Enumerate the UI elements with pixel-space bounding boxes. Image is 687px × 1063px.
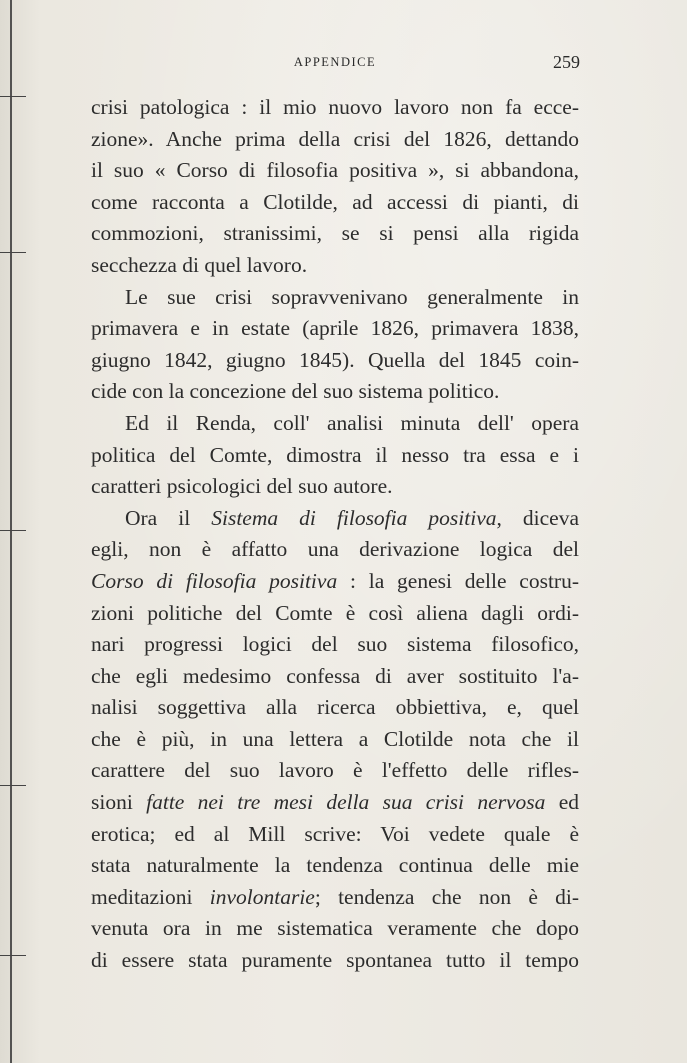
text-line: nalisi soggettiva alla ricerca obbiettiva, e, quel [91, 695, 579, 720]
text-line: cide con la concezione del suo sistema politico. [91, 379, 500, 404]
page-binding-edge [10, 0, 12, 1063]
text-line: giugno 1842, giugno 1845). Quella del 1845 coin- [91, 347, 579, 372]
text-line: secchezza di quel lavoro. [91, 252, 308, 277]
text-line: carattere del suo lavoro è l'effetto delle rifles- [91, 758, 579, 783]
text-line: erotica; ed al Mill scrive: Voi vedete quale è [91, 821, 579, 846]
text-segment: meditazioni [91, 884, 210, 909]
text-segment: ed [545, 790, 579, 815]
italic-title: Sistema di filosofia positiva [211, 505, 497, 530]
text-line: di essere stata puramente spontanea tutto il tempo [91, 948, 579, 973]
text-line: stata naturalmente la tendenza continua delle mie [91, 853, 579, 878]
italic-title: involontarie [209, 884, 315, 909]
text-line: il suo « Corso di filosofia positiva », si abbandona, [91, 158, 579, 183]
italic-title: fatte nei tre mesi della sua crisi nervosa [146, 790, 546, 815]
binding-mark [0, 252, 26, 253]
binding-mark [0, 785, 26, 786]
body-text [91, 92, 579, 977]
page-number: 259 [553, 52, 580, 72]
binding-mark [0, 96, 26, 97]
text-segment: sioni [91, 790, 147, 815]
running-head: APPENDICE [293, 55, 377, 69]
text-line: Ed il Renda, coll' analisi minuta dell' opera [125, 410, 579, 435]
text-line: nari progressi logici del suo sistema filosofico, [91, 632, 579, 657]
text-segment: ; tendenza che non è di- [314, 884, 579, 909]
text-segment: Ora il [125, 505, 212, 530]
text-line [91, 503, 579, 535]
text-line: crisi patologica : il mio nuovo lavoro non fa ecce- [91, 95, 579, 119]
text-line: caratteri psicologici del suo autore. [91, 474, 393, 499]
page-header [90, 52, 580, 74]
text-line: politica del Comte, dimostra il nesso tra essa e i [91, 442, 579, 467]
text-line [91, 882, 579, 914]
text-line [91, 566, 579, 598]
text-segment: , diceva [496, 505, 579, 530]
text-line: zioni politiche del Comte è così aliena dagli ordi- [91, 600, 579, 625]
italic-title: Corso di filosofia positiva [91, 568, 338, 593]
text-line: primavera e in estate (aprile 1826, primavera 1838, [91, 316, 579, 341]
text-line: che egli medesimo confessa di aver sostituito l'a- [91, 663, 579, 688]
text-line: egli, non è affatto una derivazione logica del [91, 537, 579, 562]
text-line: che è più, in una lettera a Clotilde nota che il [91, 726, 579, 751]
binding-mark [0, 955, 26, 956]
binding-mark [0, 530, 26, 531]
text-line: Le sue crisi sopravvenivano generalmente in [125, 284, 579, 309]
text-segment: : la genesi delle costru- [337, 568, 579, 593]
text-line: commozioni, stranissimi, se si pensi alla rigida [91, 221, 579, 246]
text-line: venuta ora in me sistematica veramente che dopo [91, 916, 579, 941]
text-line: zione». Anche prima della crisi del 1826, dettando [91, 126, 579, 151]
text-line [91, 787, 579, 819]
text-line: come racconta a Clotilde, ad accessi di pianti, di [91, 189, 579, 214]
